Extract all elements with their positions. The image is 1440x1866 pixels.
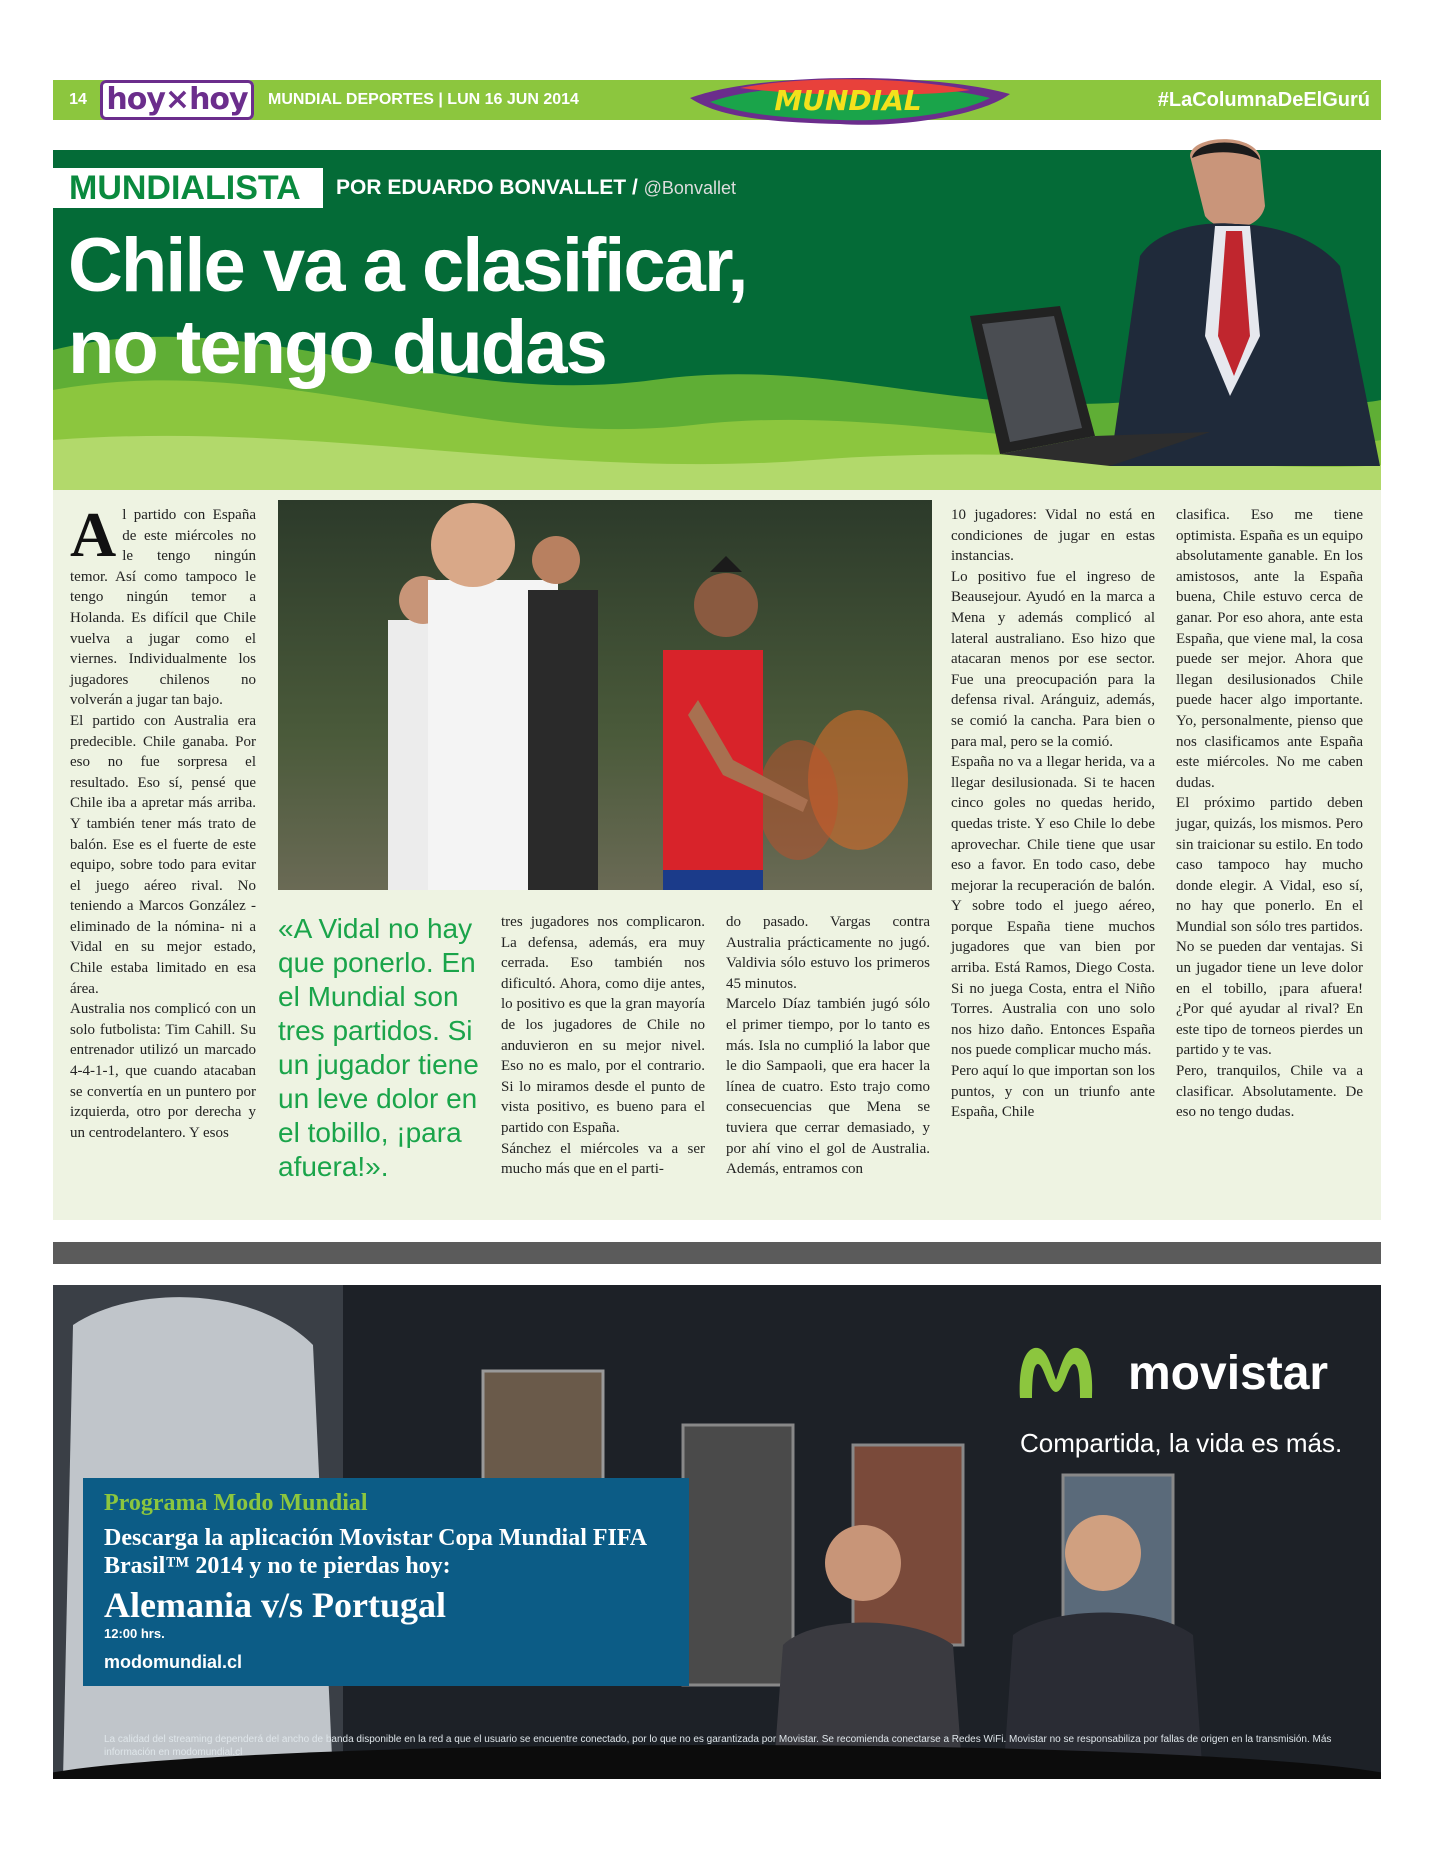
author-photo <box>960 136 1380 466</box>
article-photo <box>278 500 932 890</box>
page-number: 14 <box>69 91 87 108</box>
article-column-5: 10 jugadores: Vidal no está en condiciones de jugar en estas instancias. Lo positivo fue el ingreso de Beausejour. Ayudó en la marca a Mena y además complicó al lateral australiano. Eso hizo que atacaran menos por ese sector. Fue una preocupación para la defensa rival. Aránguiz, además, se comió la cancha. Para bien o para mal, pero se la comió. España no va a llegar herida, va a llegar desilusionada. Si te hacen cinco goles no quedas herido, quedas triste. Y eso Chile lo debe aprovechar. Chile tiene que usar eso a favor. En todo caso, debe mejorar la recuperación de balón. Y sobre todo el juego aéreo, porque España tiene muchos jugadores que van bien por arriba. Está Ramos, Diego Costa. Si no juega Costa, entra el Niño Torres. Australia con uno solo nos hizo daño. Entonces España nos puede complicar mucho más. Pero aquí lo que importan son los puntos, y con un triunfo ante España, Chile <box>951 507 1155 1121</box>
ad-disclaimer: La calidad del streaming dependerá del ancho de banda disponible en la red a que el usuario se encuentre conectado, por lo que no es garantizada por Movistar. Se recomienda conectarse a Redes WiFi. Movistar no se responsabiliza por fallas de origen en la transmisión. Más información en modomundial.cl <box>104 1734 1332 1758</box>
ad-website-link[interactable]: modomundial.cl <box>104 1652 243 1672</box>
ad-match-title: Alemania v/s Portugal <box>104 1585 446 1625</box>
movistar-m-logo-icon <box>1016 1340 1096 1404</box>
newspaper-logo: hoy×hoy <box>100 80 254 120</box>
ad-program-title: Programa Modo Mundial <box>104 1490 368 1516</box>
mundial-logo <box>680 76 1016 126</box>
column-hashtag: #LaColumnaDeElGurú <box>1157 89 1370 111</box>
byline: POR EDUARDO BONVALLET / @Bonvallet <box>336 176 736 199</box>
pull-quote: «A Vidal no hay que ponerlo. En el Mundial son tres partidos. Si un jugador tiene un leve dolor en el tobillo, ¡para afuera!». <box>278 913 479 1182</box>
article-column-1: Al partido con España de este miércoles no le tengo ningún temor. Así como tampoco le tengo ningún temor a Holanda. Es difícil que Chile vuelva a jugar como el viernes. Individualmente los jugadores chilenos no volverán a jugar tan bajo. El partido con Australia era predecible. Chile ganaba. Por eso no fue sorpresa el resultado. Eso sí, pensé que Chile iba a apretar más arriba. Y también tener más trato de balón. Ese es el fuerte de este equipo, sobre todo para evitar el juego aéreo rival. No teniendo a Marcos González -eliminado de la nómina- ni a Vidal en su mejor estado, Chile estaba limitado en esa área. Australia nos complicó con un solo futbolista: Tim Cahill. Su entrenador utilizó un marcado 4-4-1-1, que cuando atacaban se convertía en un puntero por izquierda, otro por derecha y un centrodelantero. Y esos <box>70 499 256 1141</box>
section-divider <box>53 1242 1381 1264</box>
movistar-slogan: Compartida, la vida es más. <box>1020 1428 1343 1458</box>
movistar-brand-name: movistar <box>1128 1347 1329 1400</box>
article-column-6: clasifica. Eso me tiene optimista. España es un equipo absolutamente ganable. En los amistosos, ante la España buena, Chile estuvo cerca de ganar. Por eso ahora, ante esta España, que viene mal, la cosa puede ser mejor. Ahora que llegan desilusionados Chile puede hacer algo importante. Yo, personalmente, pienso que nos clasificamos ante España este miércoles. No me caben dudas. El próximo partido deben jugar, quizás, los mismos. Pero sin traicionar su estilo. En todo caso tampoco hay mucho donde elegir. A Vidal, eso sí, no hay que ponerlo. En el Mundial son sólo tres partidos. No se pueden dar ventajas. Si un jugador tiene un leve dolor en el tobillo, ¡para afuera! ¿Por qué ayudar al rival? En este tipo de torneos pierdes un partido y te vas. Pero, tranquilos, Chile va a clasificar. Absolutamente. De eso no tengo dudas. <box>1176 507 1363 1121</box>
headline: Chile va a clasificar, no tengo dudas <box>68 223 747 390</box>
section-label: MUNDIAL DEPORTES | LUN 16 JUN 2014 <box>268 91 579 108</box>
ad-match-time: 12:00 hrs. <box>104 1626 165 1641</box>
column-badge: MUNDIALISTA <box>53 168 323 208</box>
ad-download-text: Descarga la aplicación Movistar Copa Mundial FIFA Brasil™ 2014 y no te pierdas hoy: <box>104 1525 646 1579</box>
drop-cap: A <box>70 499 117 570</box>
article-column-3: tres jugadores nos complicaron. La defensa, además, era muy cerrada. Eso también nos dificultó. Ahora, como dije antes, lo positivo es que la gran mayoría de los jugadores de Chile no anduvieron en su mejor nivel. Eso no es malo, por el contrario. Si lo miramos desde el punto de vista positivo, es bueno para el partido con España. Sánchez el miércoles va a ser mucho más que en el parti- <box>501 914 705 1178</box>
svg-text:MUNDIAL: MUNDIAL <box>774 84 922 117</box>
article-column-4: do pasado. Vargas contra Australia prácticamente no jugó. Valdivia sólo estuvo los primeros 45 minutos. Marcelo Díaz también jugó sólo el primer tiempo, por lo tanto es más. Isla no cumplió la labor que le dio Sampaoli, que era hacer la línea de cuatro. Esto trajo como consecuencias que Mena se tuviera que cerrar demasiado, y por ahí vino el gol de Australia. Además, entramos con <box>726 914 930 1178</box>
twitter-handle: @Bonvallet <box>643 178 736 198</box>
